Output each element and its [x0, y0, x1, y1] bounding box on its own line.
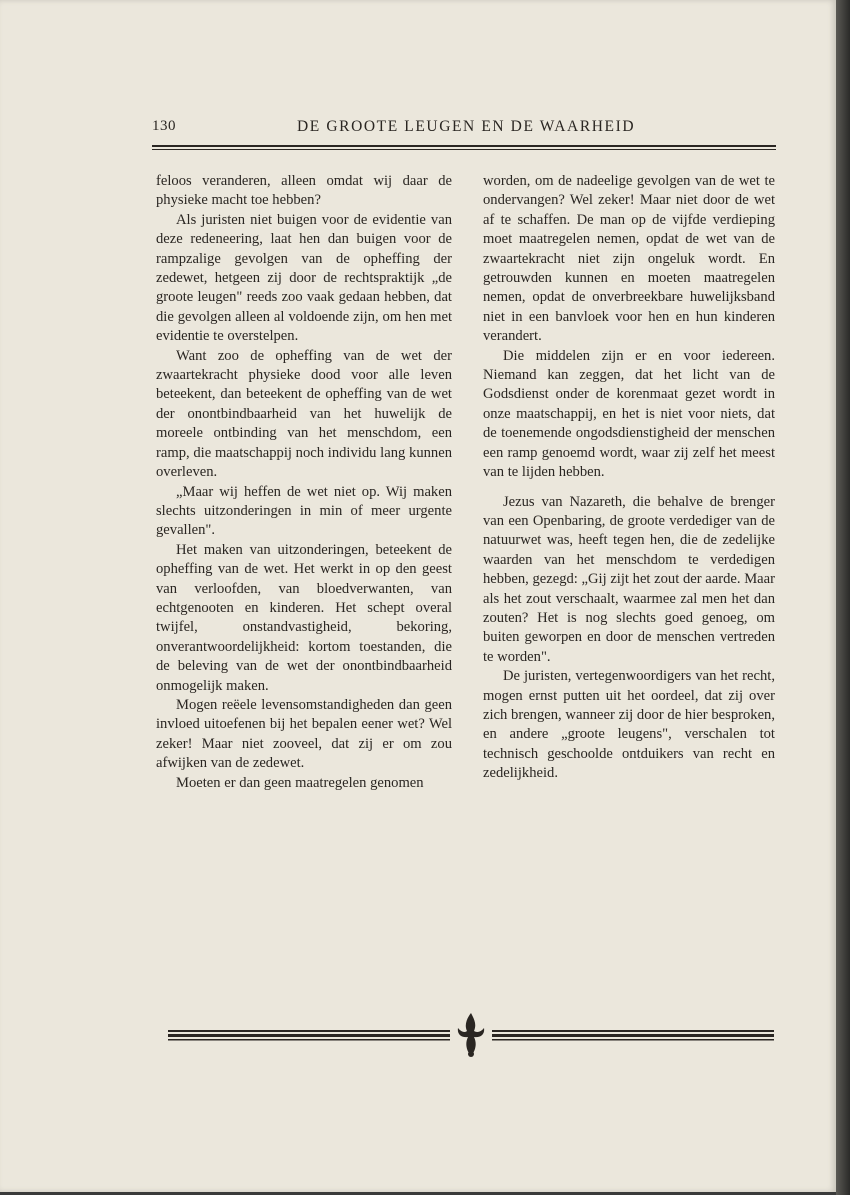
page-edge — [836, 0, 850, 1195]
page-number: 130 — [152, 118, 176, 134]
paragraph: „Maar wij heffen de wet niet op. Wij maken slechts uitzonderingen in min of meer urgente gevallen". — [156, 483, 452, 539]
paragraph: Mogen reëele levensomstandigheden dan geen invloed uitoefenen bij het bepalen eener wet? Wel zeker! Maar niet zooveel, dat zij er om zou afwijken van de zedewet. — [156, 696, 452, 772]
paragraph: worden, om de nadeelige gevolgen van de wet te ondervangen? Wel zeker! Maar niet door de wet af te schaffen. De man op de vijfde verdieping moet maatregelen nemen, opdat de wet van de zwaartekracht niet zijn ongeluk wordt. En getrouwden kunnen en moeten maatregelen nemen, opdat de onverbreekbare huwelijksband niet in een banvloek voor hen en hun kinderen verandert. — [483, 173, 775, 345]
running-title: DE GROOTE LEUGEN EN DE WAARHEID — [297, 118, 636, 135]
header-rule-top — [152, 145, 776, 147]
paragraph: Als juristen niet buigen voor de evidentie van deze redeneering, laat hen dan buigen voor de rampzalige gevolgen van de opheffing der zedewet, hetgeen zij door de rechtspraktijk „de groote leugen" reeds zoo vaak gedaan hebben, dat die gevolgen alleen al voldoende zijn, om hen met evidentie te overstelpen. — [156, 211, 452, 345]
right-column — [483, 172, 775, 784]
left-column — [156, 172, 452, 793]
paragraph: Die middelen zijn er en voor iedereen. Niemand kan zeggen, dat het licht van de Godsdienst onder de korenmaat gezet wordt in onze maatschappij, en het is niet voor niets, dat de toenemende ongodsdienstigheid der menschen een ramp genoemd wordt, waar zij zelf het meest van te lijden hebben. — [483, 347, 775, 481]
paragraph: Het maken van uitzonderingen, beteekent de opheffing van de wet. Het werkt in op den geest van verloofden, van bloedverwanten, van echtgenooten en kinderen. Het schept overal twijfel, onstandvastigheid, bekoring, onverantwoordelijkheid: kortom toestanden, die de beleving van de wet der onontbindbaarheid onmogelijk maken. — [156, 541, 452, 694]
paragraph: De juristen, vertegenwoordigers van het recht, mogen ernst putten uit het oordeel, dat zij over zich brengen, wanneer zij door de hier besproken, en andere „groote leugens", verschalen tot technisch geschoolde ontduikers van recht en zedelijkheid. — [483, 668, 775, 782]
paragraph: Want zoo de opheffing van de wet der zwaartekracht physieke dood voor alle leven beteekent, dan beteekent de opheffing van de wet der onontbindbaarheid van het huwelijk de moreele ontbinding van het menschdom, een ramp, die maatschappij noch individu lang kunnen overleven. — [156, 347, 452, 481]
paragraph: feloos veranderen, alleen omdat wij daar de physieke macht toe hebben? — [156, 173, 452, 209]
paragraph: Jezus van Nazareth, die behalve de brenger van een Openbaring, de groote verdediger van de natuurwet was, heeft tegen hen, die de zedelijke waarden van het menschdom te verdedigen hebben, gezegd: „Gij zijt het zout der aarde. Maar als het zout verschaalt, waarmee zal men het dan zouten? Het is nog slechts goed genoeg, om buiten geworpen en door de menschen vertreden te worden". — [483, 493, 775, 665]
header-rule-bottom — [152, 149, 776, 150]
flame-ornament-icon — [168, 1010, 774, 1060]
page-header — [152, 118, 776, 140]
paragraph: Moeten er dan geen maatregelen genomen — [176, 774, 424, 791]
